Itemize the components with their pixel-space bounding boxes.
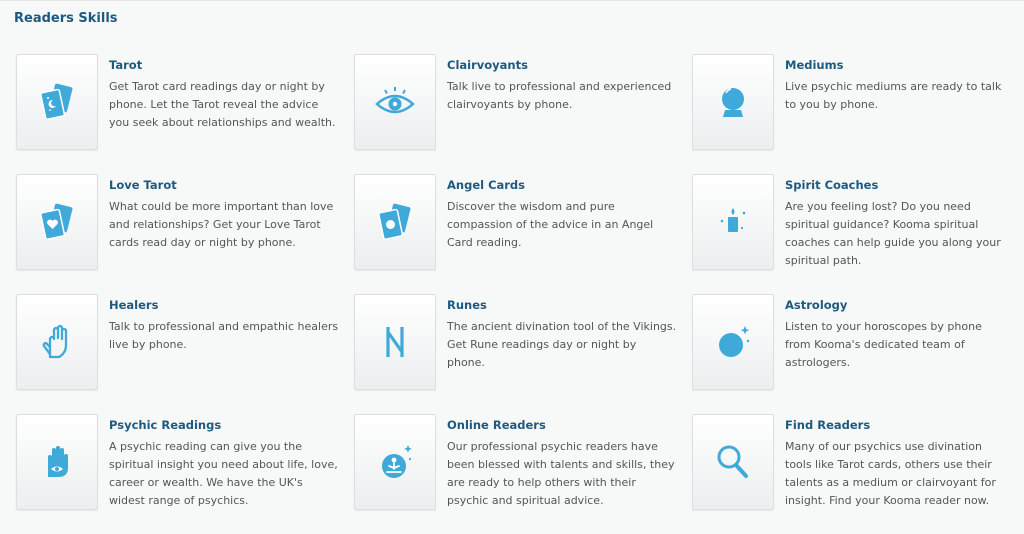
skill-title[interactable]: Runes xyxy=(447,298,487,312)
skill-tile[interactable] xyxy=(16,54,98,150)
skill-tile[interactable] xyxy=(692,174,774,270)
skill-description: Are you feeling lost? Do you need spiritual guidance? Kooma spiritual coaches can help guide you along your spiritual path. xyxy=(785,200,1001,267)
skill-description: Discover the wisdom and pure compassion of the advice in an Angel Card reading. xyxy=(447,200,654,249)
candle-icon xyxy=(710,199,756,245)
heart-cards-icon xyxy=(34,199,80,245)
skill-title[interactable]: Spirit Coaches xyxy=(785,178,879,192)
skill-title[interactable]: Astrology xyxy=(785,298,848,312)
skill-item-runes[interactable] xyxy=(354,294,692,414)
skill-description: The ancient divination tool of the Vikings. Get Rune readings day or night by phone. xyxy=(447,320,677,369)
skill-item-clairvoyants[interactable] xyxy=(354,54,692,174)
magnifier-icon xyxy=(710,439,756,485)
skill-description: Get Tarot card readings day or night by phone. Let the Tarot reveal the advice you seek about relationships and wealth. xyxy=(109,80,336,129)
skills-grid xyxy=(16,54,1008,534)
skill-title[interactable]: Psychic Readings xyxy=(109,418,222,432)
skill-tile[interactable] xyxy=(354,414,436,510)
angel-cards-icon xyxy=(372,199,418,245)
crystal-ball-icon xyxy=(710,79,756,125)
skill-item-online-readers[interactable] xyxy=(354,414,692,534)
meditation-icon xyxy=(372,439,418,485)
skill-tile[interactable] xyxy=(692,414,774,510)
skill-tile[interactable] xyxy=(16,174,98,270)
eye-icon xyxy=(372,79,418,125)
skill-tile[interactable] xyxy=(16,294,98,390)
tarot-cards-icon xyxy=(34,79,80,125)
skill-item-angel-cards[interactable] xyxy=(354,174,692,294)
skill-tile[interactable] xyxy=(16,414,98,510)
skill-title[interactable]: Tarot xyxy=(109,58,143,72)
skill-tile[interactable] xyxy=(354,174,436,270)
skill-description: Talk live to professional and experienced clairvoyants by phone. xyxy=(447,80,672,111)
skill-title[interactable]: Clairvoyants xyxy=(447,58,528,72)
hamsa-eye-icon xyxy=(34,439,80,485)
skill-tile[interactable] xyxy=(692,54,774,150)
skill-item-spirit-coaches[interactable] xyxy=(692,174,1008,294)
skill-title[interactable]: Mediums xyxy=(785,58,844,72)
planet-icon xyxy=(710,319,756,365)
skill-description: Many of our psychics use divination tools like Tarot cards, others use their talents as a medium or clairvoyant for insight. Find your Kooma reader now. xyxy=(785,440,996,507)
skill-item-tarot[interactable] xyxy=(16,54,354,174)
skill-title[interactable]: Find Readers xyxy=(785,418,871,432)
skill-item-mediums[interactable] xyxy=(692,54,1008,174)
skill-tile[interactable] xyxy=(692,294,774,390)
skill-tile[interactable] xyxy=(354,54,436,150)
skill-item-astrology[interactable] xyxy=(692,294,1008,414)
skill-item-healers[interactable] xyxy=(16,294,354,414)
skill-title[interactable]: Love Tarot xyxy=(109,178,177,192)
skill-tile[interactable] xyxy=(354,294,436,390)
skill-title[interactable]: Online Readers xyxy=(447,418,546,432)
skill-description: What could be more important than love and relationships? Get your Love Tarot cards read day or night by phone. xyxy=(109,200,334,249)
skill-title[interactable]: Angel Cards xyxy=(447,178,526,192)
skill-title[interactable]: Healers xyxy=(109,298,159,312)
hand-icon xyxy=(34,319,80,365)
skill-description: Talk to professional and empathic healers live by phone. xyxy=(109,320,339,351)
skill-item-psychic-readings[interactable] xyxy=(16,414,354,534)
skill-description: A psychic reading can give you the spiritual insight you need about life, love, career or wealth. We have the UK's widest range of psychics. xyxy=(109,440,338,507)
skill-description: Our professional psychic readers have been blessed with talents and skills, they are ready to help others with their psychic and spiritual advice. xyxy=(447,440,675,507)
skill-item-love-tarot[interactable] xyxy=(16,174,354,294)
skill-description: Live psychic mediums are ready to talk to you by phone. xyxy=(785,80,1002,111)
skill-description: Listen to your horoscopes by phone from Kooma's dedicated team of astrologers. xyxy=(785,320,982,369)
skill-item-find-readers[interactable] xyxy=(692,414,1008,534)
rune-icon xyxy=(372,319,418,365)
section-title: Readers Skills xyxy=(14,11,118,26)
